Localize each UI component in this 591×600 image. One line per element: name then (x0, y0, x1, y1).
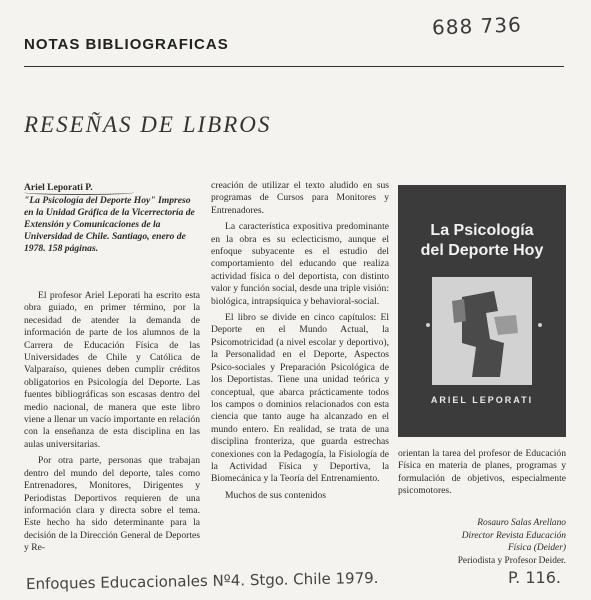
reviewer-name: Rosauro Salas Arellano (477, 518, 566, 528)
book-cover-title-line1: La Psicología (430, 222, 534, 239)
book-cover-illustration (432, 277, 532, 385)
page-heading: RESEÑAS DE LIBROS (24, 112, 272, 137)
paragraph: orientan la tarea del profesor de Educación Física en materia de planes, programas y formulación de objetivos, especialmente psicomotores. (398, 448, 566, 497)
decorative-dot (538, 323, 542, 327)
book-cover-title (398, 221, 566, 261)
top-rule (24, 66, 564, 67)
section-label: NOTAS BIBLIOGRAFICAS (24, 36, 229, 53)
book-author-name: Ariel Leporati P. (24, 182, 93, 193)
paragraph: Muchos de sus contenidos (225, 489, 326, 501)
review-column-1 (24, 290, 200, 559)
decorative-dot (426, 323, 430, 327)
reviewer-occupation: Periodista y Profesor Deider. (457, 555, 566, 566)
book-publication-details: "La Psicología del Deporte Hoy" Impreso en la Unidad Gráfica de la Vicerrectoría de Extensión y Comunicaciones de la Universidad de Chile. Santiago, enero de 1978. 158 páginas. (24, 195, 195, 254)
review-column-2 (211, 180, 389, 506)
review-signature (400, 517, 566, 567)
book-cover-author: ARIEL LEPORATI (430, 395, 534, 405)
paragraph: creación de utilizar el texto aludido en sus programas de Cursos para Monitores y Entrenadores. (211, 180, 389, 216)
paragraph: Por otra parte, personas que trabajan dentro del mundo del deporte, tales como Entrenadores, Monitores, Dirigentes y Periodistas Deportivos requieren de una información clara y directa sobre el tema. Este hecho ha sido determinante para la decisión de la Dirección General de Deportes y Re- (24, 455, 200, 554)
review-column-3 (398, 448, 566, 502)
handwritten-page-number: P. 116. (508, 568, 561, 587)
book-cover-title-line2: del Deporte Hoy (420, 242, 544, 259)
handwritten-reference-number: 688 736 (431, 12, 523, 40)
handwritten-underline (24, 190, 134, 195)
paragraph: La característica expositiva predominante en la obra es su eclecticismo, aunque el enfoque subyacente es el estudio del comportamiento del educando que realiza actividad física o del deportista, con distinto valor y función social, desde una triple visión: biológica, intrapsíquica y behavioral-social. (211, 221, 389, 307)
paragraph: El profesor Ariel Leporati ha escrito esta obra guiado, en primer término, por la necesidad de atender la demanda de información de parte de los alumnos de la Carrera de Educación Física de las Universidades de Chile y Católica de Valparaíso, quienes deben cumplir créditos obligatorios en Psicología del Deporte. Las fuentes bibliográficas son escasas dentro del medio nacional, de manera que este libro viene a llenar un vacío importante en relación con la enseñanza de esta disciplina en las aulas universitarias. (24, 290, 200, 450)
book-cover-image (398, 185, 566, 437)
paragraph: El libro se divide en cinco capítulos: El Deporte en el Mundo Actual, la Psicomotricidad (a nivel escolar y deportivo), la Personalidad en el Deporte, Aspectos Psico-sociales y Preparación Psicológica de los Deportistas. Tiene una unidad teórica y conceptual, que abarca prácticamente todos los campos o dominios relacionados con esta ciencia que tanto auge ha alcanzado en el mundo entero. En realidad, se trata de una disciplina fronteriza, que guarda estrechas conexiones con la Pedagogía, la Fisiología de la Actividad Física y Deportiva, la Biomecánica y la Teoría del Entrenamiento. (211, 312, 389, 485)
reviewer-role: Director Revista Educación (461, 530, 566, 541)
handwritten-source-note: Enfoques Educacionales Nº4. Stgo. Chile 1979. (25, 568, 379, 594)
abstract-figure-icon (432, 277, 532, 385)
reviewer-role-continued: Física (Deider) (507, 543, 566, 554)
